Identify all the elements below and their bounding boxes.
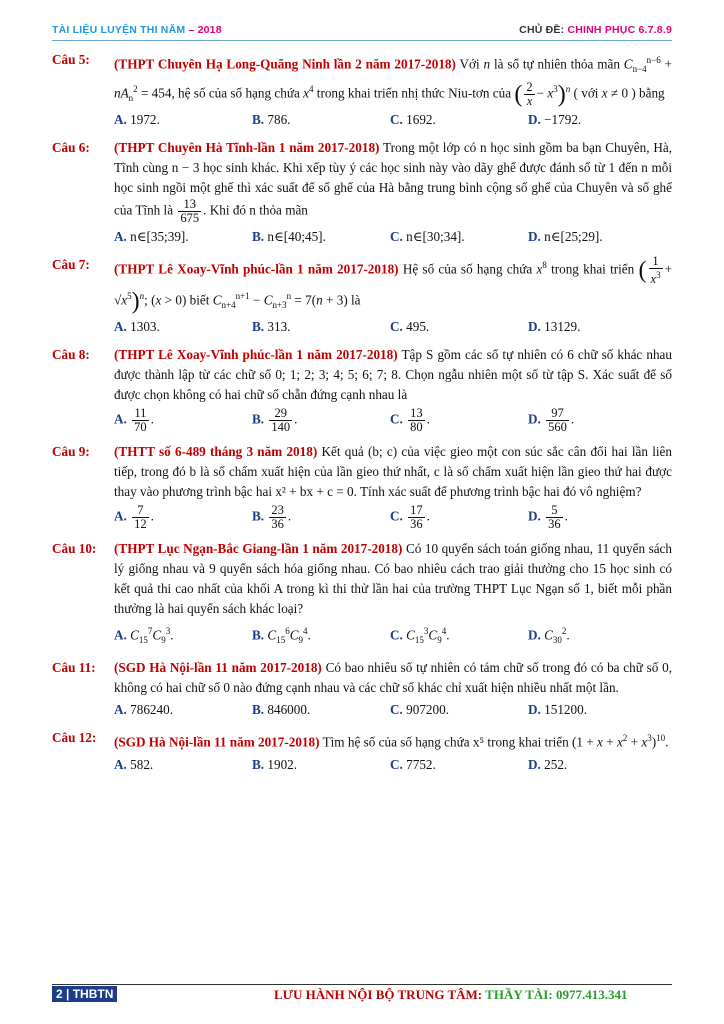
question-body: (SGD Hà Nội-lần 11 năm 2017-2018) Tìm hệ số của số hạng chứa x⁵ trong khai triển $(1 + x + x^2 + x^3)^{10}$.: [114, 733, 669, 750]
option-text: A. 786240.: [114, 702, 173, 718]
option-c[interactable]: C. $\frac{17}{36}$ .: [390, 503, 430, 532]
question-9: [52, 442, 672, 531]
option-c[interactable]: [390, 110, 528, 130]
option-text: C. 495.: [390, 319, 430, 335]
option-c[interactable]: [390, 700, 528, 720]
question-text: Tìm hệ số của số hạng chứa x⁵ trong khai triển: [322, 734, 569, 750]
question-number: Câu 5:: [52, 52, 90, 67]
question-8: [52, 345, 672, 434]
question-text: Tập S gồm các số tự nhiên có 6 chữ số khác nhau được thành lập từ các chữ số 0; 1; 2; 3; 4; 5; 6; 7; 8. Chọn ngẫu nhiên một số từ tập S. Xác suất để số được chọn không có hai chữ số chẵn đứng cạnh nhau là: [114, 347, 672, 403]
option-d[interactable]: [528, 700, 666, 720]
option-text: D. n∈[25;29].: [528, 229, 603, 245]
option-d[interactable]: [528, 755, 666, 775]
option-text: C. 1692.: [390, 112, 436, 128]
option-text: D. 252.: [528, 756, 568, 772]
question-source: (SGD Hà Nội-lần 11 năm 2017-2018): [114, 660, 322, 676]
option-b[interactable]: B. $\frac{23}{36}$ .: [252, 503, 292, 532]
option-b[interactable]: [252, 110, 390, 130]
question-number: Câu 9:: [52, 444, 90, 460]
question-source: (THPT Chuyên Hạ Long-Quãng Ninh lần 2 năm 2017-2018): [114, 56, 456, 72]
header-topic-label: CHỦ ĐỀ:: [519, 24, 565, 36]
question-7: [52, 255, 672, 337]
question-text: Có 10 quyển sách toán giống nhau, 11 quyển sách lý giống nhau và 9 quyển sách hóa giống nhau. Có bao nhiêu cách trao giải thưởng cho 15 học sinh có kết quả thi cao nhất của khối A trong kì thi thử lần hai của trường THPT Lục Ngạn số 1, biết mỗi phần thưởng là hai quyển sách khác loại?: [114, 541, 672, 617]
option-text: B. 786.: [252, 112, 291, 128]
question-text: Trong một lớp có n học sinh gồm ba bạn Chuyên, Hà, Tĩnh cùng n − 3 học sinh khác. Khi xếp tùy ý các học sinh này vào dãy ghế được đánh số từ 1 đến n mỗi học sinh ngồi một ghế thì xác suất để số ghế của Hà bằng trung bình cộng số ghế của Chuyên và số ghế của Tĩnh là: [114, 140, 672, 218]
header-year: – 2018: [188, 24, 222, 36]
option-a[interactable]: A. $\frac{11}{70}$ .: [114, 406, 154, 435]
question-10: [52, 539, 672, 650]
option-b[interactable]: B. $\frac{29}{140}$ .: [252, 406, 298, 435]
option-text: C. 907200.: [390, 702, 449, 718]
option-text: B. 313.: [252, 319, 291, 335]
question-source: (THPT Lục Ngạn-Bắc Giang-lần 1 năm 2017-2018): [114, 541, 403, 557]
question-list: [52, 50, 672, 783]
option-a[interactable]: [114, 317, 252, 337]
answer-options: [114, 110, 672, 130]
question-source: (THPT Lê Xoay-Vĩnh phúc-lần 1 năm 2017-2018): [114, 347, 398, 363]
page-footer: [52, 986, 672, 1008]
question-body: (THPT Chuyên Hạ Long-Quãng Ninh lần 2 năm 2017-2018) Với n là số tự nhiên thỏa mãn $C_{n-4}^{n-6} + nA_n^2 = 454$, hệ số của số hạng chứa $x^4$ trong khai triển nhị thức Niu-tơn của ( $\frac{2}{x}$ − $x^3)^n$ ( với x ≠ 0 ) bằng: [114, 55, 672, 108]
option-b[interactable]: [252, 317, 390, 337]
question-body: [114, 539, 672, 619]
question-text-end: . Khi đó n thỏa mãn: [203, 202, 308, 218]
question-number: Câu 7:: [52, 257, 90, 273]
option-text: D. 13129.: [528, 319, 581, 335]
option-a[interactable]: A. $\frac{7}{12}$ .: [114, 503, 154, 532]
option-d[interactable]: [528, 110, 666, 130]
question-body: (THPT Lê Xoay-Vĩnh phúc-lần 1 năm 2017-2018) Hệ số của số hạng chứa $x^8$ trong khai triển ( $\frac{1}{x^3}$ + $√x^5)^n$; (x > 0) biết $C_{n+4}^{n+1} - C_{n+3}^n = 7(n + 3)$ là: [114, 254, 672, 315]
option-text: D. 151200.: [528, 702, 587, 718]
option-text: B. 1902.: [252, 756, 298, 772]
question-source: (THPT Lê Xoay-Vĩnh phúc-lần 1 năm 2017-2018): [114, 261, 399, 277]
option-d[interactable]: D. $\frac{97}{560}$ .: [528, 406, 575, 435]
question-number: Câu 12:: [52, 730, 97, 746]
footer-notice-text: LƯU HÀNH NỘI BỘ TRUNG TÂM:: [274, 987, 483, 1002]
answer-options: [114, 317, 672, 337]
question-text: Có bao nhiêu số tự nhiên có tám chữ số trong đó có ba chữ số 0, không có hai chữ số 0 nào đứng cạnh nhau và các chữ số khác chỉ xuất hiện nhiều nhất một lần.: [114, 660, 673, 696]
question-body: (THPT Chuyên Hà Tĩnh-lần 1 năm 2017-2018) Trong một lớp có n học sinh gồm ba bạn Chuyên, Hà, Tĩnh cùng n − 3 học sinh khác. Khi xếp tùy ý các học sinh này vào dãy ghế được đánh số từ 1 đến n mỗi học sinh ngồi một ghế thì xác suất để số ghế của Hà bằng trung bình cộng số ghế của Chuyên và số ghế của Tĩnh là $\frac{13}{675}$ . Khi đó n thỏa mãn: [114, 140, 672, 226]
option-c[interactable]: [390, 755, 528, 775]
option-a[interactable]: [114, 227, 252, 247]
page-number: 2 | THBTN: [52, 986, 117, 1002]
option-a[interactable]: [114, 700, 252, 720]
question-number: Câu 8:: [52, 347, 90, 363]
question-body: [114, 442, 672, 502]
page-header: [52, 18, 672, 40]
question-11: [52, 658, 672, 720]
question-5: [52, 50, 672, 130]
option-c[interactable]: [390, 227, 528, 247]
option-text: B. 846000.: [252, 702, 311, 718]
header-divider: [52, 40, 672, 41]
option-text: C. 7752.: [390, 756, 436, 772]
question-text: Kết quả (b; c) của việc gieo một con súc sắc cân đối hai lần liên tiếp, trong đó b là số chấm xuất hiện của lần gieo thứ nhất, c là số chấm xuất hiện lần gieo thứ hai được thay vào phương trình bậc hai x² + bx + c = 0. Tính xác suất để phương trình bậc hai đó vô nghiệm?: [114, 444, 673, 500]
question-source: (THTT số 6-489 tháng 3 năm 2018): [114, 444, 318, 460]
question-source: (THPT Chuyên Hà Tĩnh-lần 1 năm 2017-2018): [114, 140, 380, 156]
option-d[interactable]: [528, 317, 666, 337]
option-text: A. 582.: [114, 756, 154, 772]
option-text: A. n∈[35;39].: [114, 229, 189, 245]
option-b[interactable]: [252, 227, 390, 247]
question-number: Câu 6:: [52, 140, 90, 156]
option-text: D. −1792.: [528, 112, 582, 128]
option-c[interactable]: C. $C_{15}^3C_9^4$.: [390, 626, 450, 646]
option-d[interactable]: D. $C_{30}^2$.: [528, 626, 570, 646]
option-a[interactable]: [114, 755, 252, 775]
footer-divider: [52, 984, 672, 985]
answer-options: [114, 504, 672, 531]
header-title: TÀI LIỆU LUYỆN THI NĂM: [52, 24, 186, 36]
header-right: [519, 24, 672, 36]
question-number: Câu 10:: [52, 541, 97, 557]
question-body: [114, 345, 672, 405]
question-source: (SGD Hà Nội-lần 11 năm 2017-2018): [114, 734, 320, 750]
question-12: [52, 728, 672, 774]
option-text: A. 1972.: [114, 112, 160, 128]
option-b[interactable]: [252, 700, 390, 720]
option-text: C. n∈[30;34].: [390, 229, 465, 245]
answer-options: [114, 700, 672, 720]
answer-options: [114, 755, 672, 775]
answer-options: [114, 227, 672, 247]
option-c[interactable]: C. $\frac{13}{80}$ .: [390, 406, 430, 435]
question-6: [52, 138, 672, 247]
question-body: [114, 658, 672, 698]
footer-contact: THẦY TÀI: 0977.413.341: [485, 987, 628, 1002]
answer-options: [114, 407, 672, 434]
option-d[interactable]: D. $\frac{5}{36}$ .: [528, 503, 568, 532]
option-a[interactable]: A. $C_{15}^7C_9^3$.: [114, 626, 174, 646]
footer-notice: [274, 987, 627, 1003]
option-b[interactable]: B. $C_{15}^6C_9^4$.: [252, 626, 311, 646]
option-b[interactable]: [252, 755, 390, 775]
option-a[interactable]: [114, 110, 252, 130]
option-text: B. n∈[40;45].: [252, 229, 326, 245]
option-d[interactable]: [528, 227, 666, 247]
header-topic: CHINH PHỤC 6.7.8.9: [567, 24, 672, 36]
header-left: [52, 24, 222, 36]
question-number: Câu 11:: [52, 660, 96, 676]
option-text: A. 1303.: [114, 319, 160, 335]
answer-options: [114, 621, 672, 650]
option-c[interactable]: [390, 317, 528, 337]
